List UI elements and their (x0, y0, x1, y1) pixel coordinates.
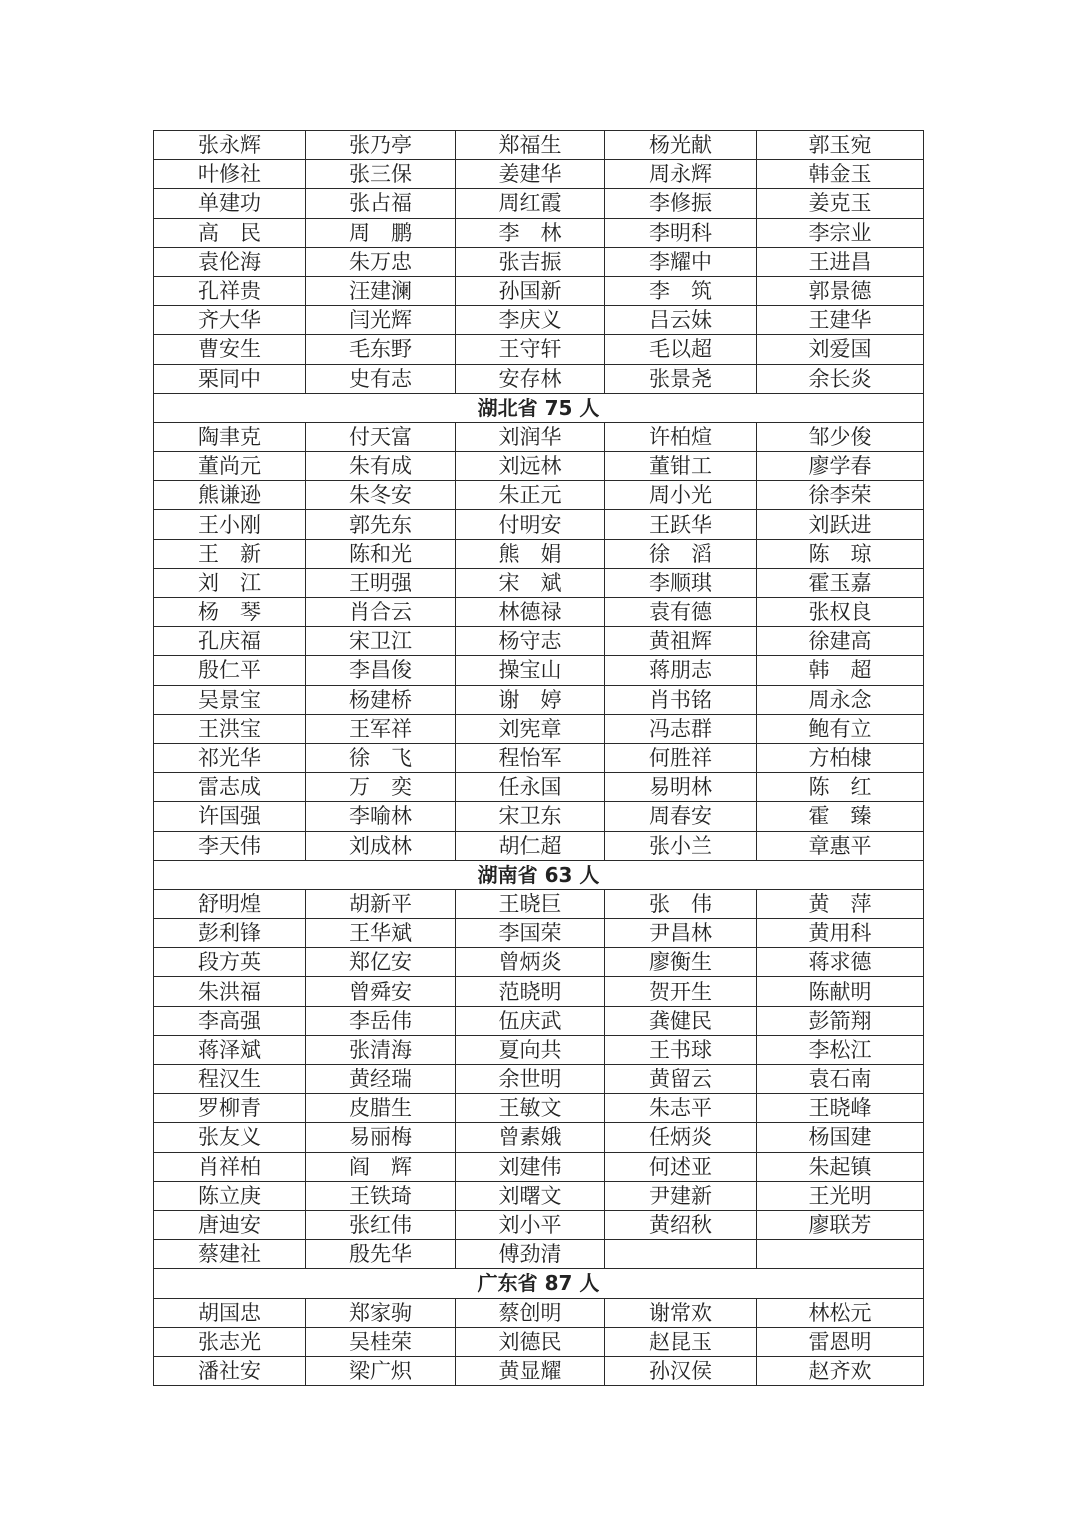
name-cell: 杨守志 (456, 627, 605, 656)
table-row (154, 276, 924, 305)
name-cell: 王铁琦 (306, 1181, 456, 1210)
name-cell: 王建华 (757, 306, 924, 335)
name-cell: 黄祖辉 (605, 627, 757, 656)
section-header: 湖南省 63 人 (154, 860, 924, 889)
name-cell: 宋卫东 (456, 802, 605, 831)
name-cell: 孙国新 (456, 276, 605, 305)
section-header: 湖北省 75 人 (154, 393, 924, 422)
name-cell: 齐大华 (154, 306, 306, 335)
name-cell: 朱洪福 (154, 977, 306, 1006)
table-row (154, 1240, 924, 1269)
table-body (154, 131, 924, 1386)
name-cell: 朱正元 (456, 481, 605, 510)
name-cell: 李松江 (757, 1035, 924, 1064)
table-row (154, 948, 924, 977)
table-row (154, 189, 924, 218)
name-cell: 雷恩明 (757, 1327, 924, 1356)
name-cell: 陶聿克 (154, 422, 306, 451)
name-cell: 杨建桥 (306, 685, 456, 714)
name-cell: 罗柳青 (154, 1094, 306, 1123)
name-cell: 王晓巨 (456, 889, 605, 918)
name-cell: 张 伟 (605, 889, 757, 918)
name-cell: 朱冬安 (306, 481, 456, 510)
name-cell: 章惠平 (757, 831, 924, 860)
name-cell: 操宝山 (456, 656, 605, 685)
name-cell: 肖书铭 (605, 685, 757, 714)
name-cell: 刘 江 (154, 568, 306, 597)
table-row (154, 1123, 924, 1152)
name-cell: 易丽梅 (306, 1123, 456, 1152)
table-row (154, 627, 924, 656)
name-cell: 雷志成 (154, 773, 306, 802)
name-cell: 许柏煊 (605, 422, 757, 451)
table-row (154, 1298, 924, 1327)
name-cell: 李天伟 (154, 831, 306, 860)
name-cell: 冯志群 (605, 714, 757, 743)
table-row (154, 1152, 924, 1181)
name-cell: 郭先东 (306, 510, 456, 539)
name-cell: 韩 超 (757, 656, 924, 685)
table-row (154, 1356, 924, 1385)
name-cell: 舒明煌 (154, 889, 306, 918)
name-cell: 张志光 (154, 1327, 306, 1356)
name-cell: 张红伟 (306, 1210, 456, 1239)
name-cell: 廖联芳 (757, 1210, 924, 1239)
name-cell: 郭玉宛 (757, 131, 924, 160)
name-cell: 陈献明 (757, 977, 924, 1006)
name-cell: 鲍有立 (757, 714, 924, 743)
name-cell: 李耀中 (605, 247, 757, 276)
table-row (154, 773, 924, 802)
name-cell: 李岳伟 (306, 1006, 456, 1035)
name-cell: 史有志 (306, 364, 456, 393)
name-cell: 潘社安 (154, 1356, 306, 1385)
name-cell: 栗同中 (154, 364, 306, 393)
section-header: 广东省 87 人 (154, 1269, 924, 1298)
name-cell (605, 1240, 757, 1269)
name-cell: 蒋朋志 (605, 656, 757, 685)
name-cell: 王晓峰 (757, 1094, 924, 1123)
name-cell: 杨 琴 (154, 598, 306, 627)
name-cell: 徐 滔 (605, 539, 757, 568)
name-cell: 袁有德 (605, 598, 757, 627)
name-cell: 廖学春 (757, 452, 924, 481)
name-cell: 黄留云 (605, 1065, 757, 1094)
name-cell: 张小兰 (605, 831, 757, 860)
name-cell: 李昌俊 (306, 656, 456, 685)
name-cell: 何述亚 (605, 1152, 757, 1181)
name-cell: 任永国 (456, 773, 605, 802)
name-cell: 毛东野 (306, 335, 456, 364)
name-cell: 谢 婷 (456, 685, 605, 714)
name-cell: 孔庆福 (154, 627, 306, 656)
name-cell: 周红霞 (456, 189, 605, 218)
name-cell: 刘小平 (456, 1210, 605, 1239)
name-cell: 陈立庚 (154, 1181, 306, 1210)
name-cell: 曾素娥 (456, 1123, 605, 1152)
name-cell: 周 鹏 (306, 218, 456, 247)
name-cell: 吴桂荣 (306, 1327, 456, 1356)
table-row (154, 1210, 924, 1239)
name-cell: 殷仁平 (154, 656, 306, 685)
name-cell: 余长炎 (757, 364, 924, 393)
name-cell: 彭箭翔 (757, 1006, 924, 1035)
name-cell: 袁石南 (757, 1065, 924, 1094)
name-cell: 董钳工 (605, 452, 757, 481)
name-cell: 杨国建 (757, 1123, 924, 1152)
name-cell: 蔡建社 (154, 1240, 306, 1269)
name-cell: 易明林 (605, 773, 757, 802)
table-row (154, 889, 924, 918)
name-cell: 蔡创明 (456, 1298, 605, 1327)
table-row (154, 218, 924, 247)
table-row (154, 1327, 924, 1356)
table-row (154, 1065, 924, 1094)
name-cell: 孔祥贵 (154, 276, 306, 305)
table-row (154, 1181, 924, 1210)
name-cell: 王明强 (306, 568, 456, 597)
name-cell: 刘宪章 (456, 714, 605, 743)
name-cell: 吴景宝 (154, 685, 306, 714)
name-cell: 赵昆玉 (605, 1327, 757, 1356)
name-cell: 张吉振 (456, 247, 605, 276)
name-cell: 尹昌林 (605, 919, 757, 948)
table-row (154, 1094, 924, 1123)
name-cell: 林松元 (757, 1298, 924, 1327)
table-row (154, 802, 924, 831)
name-cell: 贺开生 (605, 977, 757, 1006)
name-cell: 彭利锋 (154, 919, 306, 948)
table-row (154, 481, 924, 510)
name-cell: 陈 琼 (757, 539, 924, 568)
name-cell: 叶修社 (154, 160, 306, 189)
name-cell: 何胜祥 (605, 743, 757, 772)
name-cell: 赵齐欢 (757, 1356, 924, 1385)
name-cell: 黄显耀 (456, 1356, 605, 1385)
name-cell: 胡国忠 (154, 1298, 306, 1327)
name-cell: 王跃华 (605, 510, 757, 539)
section-header-row (154, 393, 924, 422)
name-cell: 张权良 (757, 598, 924, 627)
name-cell: 梁广炽 (306, 1356, 456, 1385)
table-row (154, 598, 924, 627)
name-cell: 周春安 (605, 802, 757, 831)
name-cell: 韩金玉 (757, 160, 924, 189)
name-cell: 李喻林 (306, 802, 456, 831)
name-cell: 王华斌 (306, 919, 456, 948)
name-cell: 刘跃进 (757, 510, 924, 539)
name-cell: 王光明 (757, 1181, 924, 1210)
name-cell: 刘远林 (456, 452, 605, 481)
name-cell: 李宗业 (757, 218, 924, 247)
table-row (154, 364, 924, 393)
table-row (154, 452, 924, 481)
name-cell: 安存林 (456, 364, 605, 393)
name-cell: 姜建华 (456, 160, 605, 189)
name-cell: 王书球 (605, 1035, 757, 1064)
section-header-row (154, 1269, 924, 1298)
name-cell: 郑家驹 (306, 1298, 456, 1327)
name-cell: 朱起镇 (757, 1152, 924, 1181)
table-row (154, 510, 924, 539)
name-cell: 邹少俊 (757, 422, 924, 451)
name-cell: 傅劲清 (456, 1240, 605, 1269)
name-cell: 王敏文 (456, 1094, 605, 1123)
name-cell: 李国荣 (456, 919, 605, 948)
name-cell: 霍玉嘉 (757, 568, 924, 597)
name-cell: 霍 臻 (757, 802, 924, 831)
name-cell: 张三保 (306, 160, 456, 189)
table-row (154, 422, 924, 451)
name-cell: 郑福生 (456, 131, 605, 160)
name-cell: 伍庆武 (456, 1006, 605, 1035)
name-cell: 祁光华 (154, 743, 306, 772)
name-cell: 董尚元 (154, 452, 306, 481)
name-cell: 林德禄 (456, 598, 605, 627)
name-cell: 程汉生 (154, 1065, 306, 1094)
table-row (154, 131, 924, 160)
name-cell: 李高强 (154, 1006, 306, 1035)
table-row (154, 1006, 924, 1035)
name-cell: 刘建伟 (456, 1152, 605, 1181)
name-cell: 朱万忠 (306, 247, 456, 276)
name-cell: 王洪宝 (154, 714, 306, 743)
name-cell: 李 筑 (605, 276, 757, 305)
table-row (154, 1035, 924, 1064)
name-cell: 王守轩 (456, 335, 605, 364)
name-cell: 黄用科 (757, 919, 924, 948)
name-cell: 宋 斌 (456, 568, 605, 597)
name-cell: 刘爱国 (757, 335, 924, 364)
name-cell: 尹建新 (605, 1181, 757, 1210)
name-cell: 段方英 (154, 948, 306, 977)
name-cell: 宋卫江 (306, 627, 456, 656)
table-row (154, 656, 924, 685)
name-cell: 殷先华 (306, 1240, 456, 1269)
name-cell: 张永辉 (154, 131, 306, 160)
name-cell: 闫光辉 (306, 306, 456, 335)
name-cell: 朱志平 (605, 1094, 757, 1123)
name-cell: 肖合云 (306, 598, 456, 627)
name-cell: 李 林 (456, 218, 605, 247)
name-cell: 郭景德 (757, 276, 924, 305)
name-cell: 胡新平 (306, 889, 456, 918)
name-cell: 张清海 (306, 1035, 456, 1064)
name-cell: 孙汉侯 (605, 1356, 757, 1385)
table-row (154, 160, 924, 189)
name-cell: 徐李荣 (757, 481, 924, 510)
name-cell: 熊 娟 (456, 539, 605, 568)
name-cell: 任炳炎 (605, 1123, 757, 1152)
name-list-table (153, 130, 924, 1386)
name-cell: 徐 飞 (306, 743, 456, 772)
table-row (154, 539, 924, 568)
name-cell (757, 1240, 924, 1269)
name-cell: 肖祥柏 (154, 1152, 306, 1181)
name-cell: 周永辉 (605, 160, 757, 189)
name-cell: 付天富 (306, 422, 456, 451)
table-row (154, 306, 924, 335)
name-cell: 毛以超 (605, 335, 757, 364)
table-row (154, 714, 924, 743)
table-row (154, 977, 924, 1006)
name-cell: 刘德民 (456, 1327, 605, 1356)
name-cell: 单建功 (154, 189, 306, 218)
name-cell: 汪建澜 (306, 276, 456, 305)
name-cell: 龚健民 (605, 1006, 757, 1035)
name-cell: 王小刚 (154, 510, 306, 539)
name-cell: 付明安 (456, 510, 605, 539)
name-cell: 刘成林 (306, 831, 456, 860)
name-cell: 周小光 (605, 481, 757, 510)
table-row (154, 335, 924, 364)
table-row (154, 247, 924, 276)
section-header-row (154, 860, 924, 889)
name-cell: 黄绍秋 (605, 1210, 757, 1239)
name-cell: 谢常欢 (605, 1298, 757, 1327)
name-cell: 徐建高 (757, 627, 924, 656)
name-cell: 吕云妹 (605, 306, 757, 335)
name-cell: 李修振 (605, 189, 757, 218)
name-cell: 许国强 (154, 802, 306, 831)
name-cell: 王进昌 (757, 247, 924, 276)
name-cell: 曾炳炎 (456, 948, 605, 977)
name-cell: 李顺琪 (605, 568, 757, 597)
name-cell: 胡仁超 (456, 831, 605, 860)
name-cell: 陈和光 (306, 539, 456, 568)
name-cell: 刘曙文 (456, 1181, 605, 1210)
name-cell: 曾舜安 (306, 977, 456, 1006)
name-cell: 廖衡生 (605, 948, 757, 977)
table-row (154, 831, 924, 860)
name-cell: 张景尧 (605, 364, 757, 393)
name-cell: 蒋求德 (757, 948, 924, 977)
name-cell: 阎 辉 (306, 1152, 456, 1181)
table-row (154, 919, 924, 948)
name-cell: 杨光献 (605, 131, 757, 160)
name-cell: 万 奕 (306, 773, 456, 802)
name-cell: 姜克玉 (757, 189, 924, 218)
name-cell: 范晓明 (456, 977, 605, 1006)
name-cell: 朱有成 (306, 452, 456, 481)
name-cell: 曹安生 (154, 335, 306, 364)
name-cell: 黄 萍 (757, 889, 924, 918)
name-cell: 夏向共 (456, 1035, 605, 1064)
name-cell: 郑亿安 (306, 948, 456, 977)
name-cell: 熊谦逊 (154, 481, 306, 510)
name-cell: 陈 红 (757, 773, 924, 802)
name-cell: 唐迪安 (154, 1210, 306, 1239)
name-cell: 高 民 (154, 218, 306, 247)
name-cell: 刘润华 (456, 422, 605, 451)
name-cell: 李庆义 (456, 306, 605, 335)
table-row (154, 568, 924, 597)
name-cell: 李明科 (605, 218, 757, 247)
name-cell: 程怡军 (456, 743, 605, 772)
name-cell: 张占福 (306, 189, 456, 218)
name-cell: 方柏棣 (757, 743, 924, 772)
table-row (154, 685, 924, 714)
name-cell: 王 新 (154, 539, 306, 568)
table-row (154, 743, 924, 772)
name-cell: 周永念 (757, 685, 924, 714)
name-cell: 黄经瑞 (306, 1065, 456, 1094)
name-cell: 张友义 (154, 1123, 306, 1152)
name-cell: 蒋泽斌 (154, 1035, 306, 1064)
name-cell: 张乃亭 (306, 131, 456, 160)
name-cell: 余世明 (456, 1065, 605, 1094)
name-cell: 皮腊生 (306, 1094, 456, 1123)
name-cell: 王军祥 (306, 714, 456, 743)
name-cell: 袁伦海 (154, 247, 306, 276)
